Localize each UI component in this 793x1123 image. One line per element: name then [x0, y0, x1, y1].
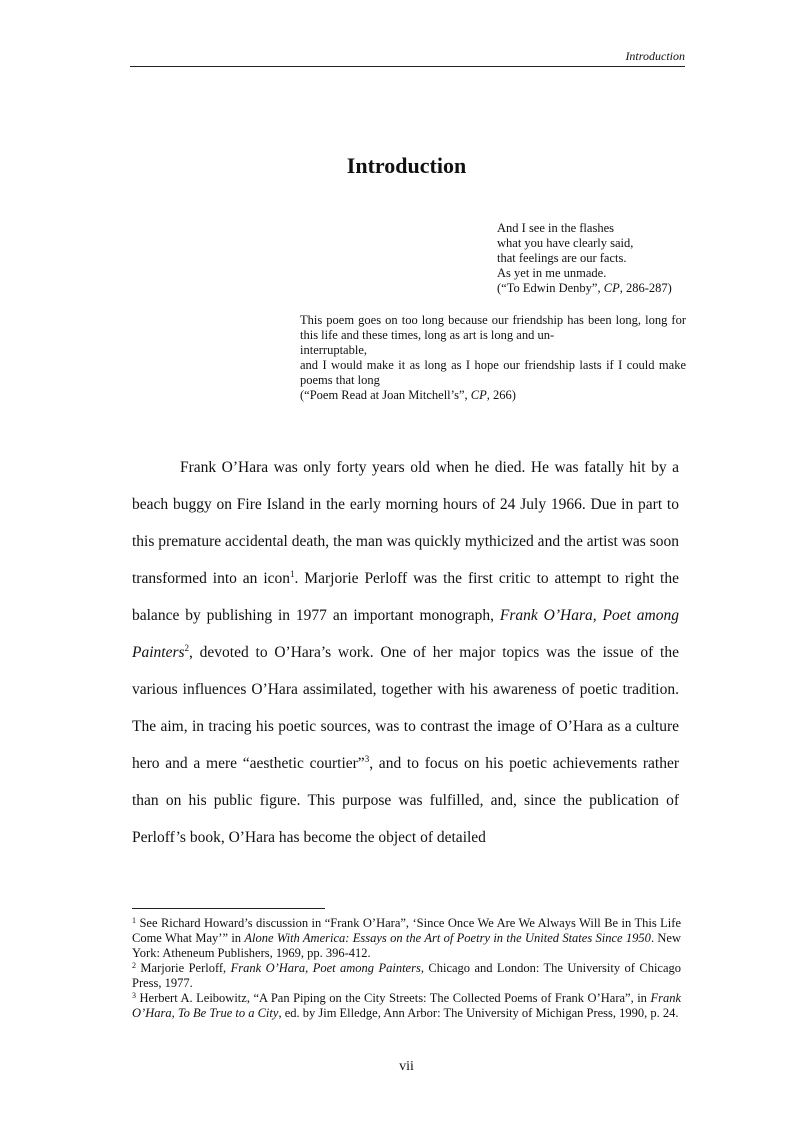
footnote-text: See Richard Howard’s discussion in “Frank O’Hara”, ‘Since Once We Are We Always Will Be in This Life Come What May’” in: [132, 916, 681, 945]
page-number: vii: [399, 1059, 414, 1074]
footnote-ref[interactable]: 1: [290, 569, 295, 579]
footnote-number: 3: [132, 991, 136, 1000]
epigraph-source: [300, 388, 686, 403]
source-text: (“To Edwin Denby”,: [497, 281, 604, 295]
chapter-title: Introduction: [346, 153, 467, 178]
source-abbrev: CP: [603, 281, 620, 295]
footnotes: [132, 916, 681, 1021]
epigraph-line: and I would make it as long as I hope our friendship lasts if I could make poems that long: [300, 358, 686, 387]
body-text-segment: Frank O’Hara was only forty years old when he died. He was fatally hit by a beach buggy on Fire Island in the early morning hours of 24 July 1966. Due in part to this premature accidental death, the man was quickly mythicized and the artist was soon transformed into an icon: [132, 459, 679, 587]
footnote-text: , ed. by Jim Elledge, Ann Arbor: The University of Michigan Press, 1990, p. 24.: [278, 1006, 679, 1020]
footnote-text: Herbert A. Leibowitz, “A Pan Piping on the City Streets: The Collected Poems of Frank O’Hara”, in: [136, 991, 651, 1005]
source-abbrev: CP: [470, 388, 487, 402]
source-pages: , 286-287): [619, 281, 672, 295]
footnote: [132, 991, 681, 1021]
footnote-rule: [132, 908, 325, 909]
epigraph-line: what you have clearly said,: [497, 236, 634, 250]
body-text-segment: . Marjorie Perloff was the first critic to attempt to right the balance by publishing in 1977 an important monograph,: [132, 570, 679, 624]
footnote-title: Frank O’Hara, Poet among Painters: [230, 961, 421, 975]
header-rule: [130, 66, 685, 67]
source-pages: , 266): [486, 388, 516, 402]
epigraph-line: And I see in the flashes: [497, 221, 614, 235]
footnote: [132, 916, 681, 961]
footnote-ref[interactable]: 3: [364, 754, 370, 764]
running-head: Introduction: [625, 49, 685, 63]
body-text-segment: , and to focus on his poetic achievements rather than on his public figure. This purpose was fulfilled, and, since the publication of Perloff’s book, O’Hara has become the object of detailed: [132, 755, 679, 846]
book-title: Frank O’Hara, Poet among Painters: [132, 607, 679, 661]
footnote-number: 2: [132, 961, 136, 970]
body-paragraph: [132, 449, 679, 856]
footnote-title: Alone With America: Essays on the Art of Poetry in the United States Since 1950: [244, 931, 651, 945]
footnote-text: Marjorie Perloff,: [136, 961, 231, 975]
epigraph-line: that feelings are our facts.: [497, 251, 627, 265]
epigraph-source: [497, 281, 687, 296]
epigraph-line: interruptable,: [300, 343, 367, 357]
epigraph-denby: [497, 221, 687, 296]
footnote-text: . New York: Atheneum Publishers, 1969, pp. 396-412.: [132, 931, 681, 960]
epigraph-line: As yet in me unmade.: [497, 266, 607, 280]
footnote-number: 1: [132, 916, 136, 925]
footnote: [132, 961, 681, 991]
epigraph-mitchell: [300, 313, 686, 403]
footnote-title: Frank O’Hara, To Be True to a City: [132, 991, 681, 1020]
footnote-ref[interactable]: 2: [184, 643, 190, 653]
body-text-segment: , devoted to O’Hara’s work. One of her major topics was the issue of the various influences O’Hara assimilated, together with his awareness of poetic tradition. The aim, in tracing his poetic sources, was to contrast the image of O’Hara as a culture hero and a mere “aesthetic courtier”: [132, 644, 679, 772]
source-text: (“Poem Read at Joan Mitchell’s”,: [300, 388, 471, 402]
footnote-text: , Chicago and London: The University of Chicago Press, 1977.: [132, 961, 682, 990]
epigraph-line: This poem goes on too long because our friendship has been long, long for this life and these times, long as art is long and un-: [300, 313, 686, 342]
